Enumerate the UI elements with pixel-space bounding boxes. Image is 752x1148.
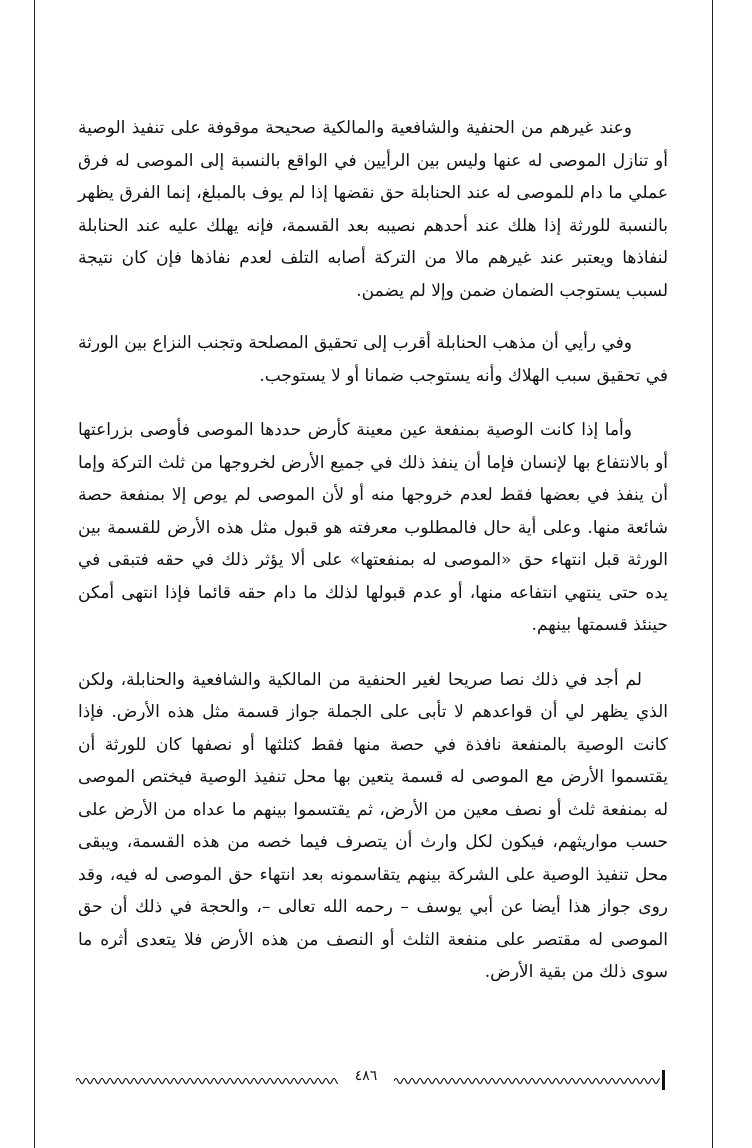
footer-end-bar [662, 1070, 665, 1090]
footer-ornament-right [394, 1072, 660, 1088]
page-body [78, 112, 668, 989]
page-edge-left [34, 0, 35, 1148]
footer-ornament-left [76, 1072, 338, 1088]
paragraph-3: وأما إذا كانت الوصية بمنفعة عين معينة كأرض حددها الموصى فأوصى بزراعتها أو بالانتفاع بها لإنسان فإما أن ينفذ ذلك في جميع الأرض لخروجها من ثلث التركة وإما أن ينفذ في بعضها فقط لعدم خروجها منه أو لأن الموصى لم يوص إلا بمنفعة حصة شائعة منها. وعلى أية حال فالمطلوب معرفته هو قبول مثل هذه الأرض للقسمة بين الورثة قبل انتهاء حق «الموصى له بمنفعتها» على ألا يؤثر ذلك في حقه فتبقى في يده حتى ينتهي انتفاعه منها، أو عدم قبولها لذلك ما دام حقه قائما فإذا انتهى أمكن حينئذ قسمتها بينهم. [78, 420, 668, 635]
page-footer [76, 1070, 666, 1090]
paragraph-1: وعند غيرهم من الحنفية والشافعية والمالكية صحيحة موقوفة على تنفيذ الوصية أو تنازل الموصى له عنها وليس بين الرأيين في الواقع بالنسبة إلى الموصى له فرق عملي ما دام للموصى له عند الحنابلة حق نقضها إذا لم يوف بالمبلغ، إنما الفرق يظهر بالنسبة للورثة إذا هلك عند أحدهم نصيبه بعد القسمة، فإنه يهلك عليه عند الحنابلة لنفاذها ويعتبر عند غيرهم مالا من التركة أصابه التلف لعدم نفاذها فإن كان نتيجة لسبب يستوجب الضمان ضمن وإلا لم يضمن. [78, 118, 668, 301]
page-number: ٤٨٦ [354, 1068, 378, 1084]
paragraph-2: وفي رأيي أن مذهب الحنابلة أقرب إلى تحقيق المصلحة وتجنب النزاع بين الورثة في تحقيق سبب الهلاك وأنه يستوجب ضمانا أو لا يستوجب. [78, 333, 668, 386]
page-edge-right [712, 0, 713, 1148]
paragraph-4: لم أجد في ذلك نصا صريحا لغير الحنفية من المالكية والشافعية والحنابلة، ولكن الذي يظهر لي أن قواعدهم لا تأبى على الجملة جواز قسمة مثل هذه الأرض. فإذا كانت الوصية بالمنفعة نافذة في حصة منها فقط كثلثها أو نصفها كان للورثة أن يقتسموا الأرض مع الموصى له قسمة يتعين بها محل تنفيذ الوصية فيختص الموصى له بمنفعة ثلث أو نصف معين من الأرض، ثم يقتسموا بينهم ما عداه من الأرض على حسب مواريثهم، فيكون لكل وارث أن يتصرف فيما خصه من هذه القسمة، ويبقى محل تنفيذ الوصية على الشركة بينهم يتقاسمونه بعد انتهاء حق الموصى له فيه، وقد روى جواز هذا أيضا عن أبي يوسف – رحمه الله تعالى –، والحجة في ذلك أن حق الموصى له مقتصر على منفعة الثلث أو النصف من هذه الأرض فلا يتعدى أثره ما سوى ذلك من بقية الأرض. [78, 669, 668, 982]
